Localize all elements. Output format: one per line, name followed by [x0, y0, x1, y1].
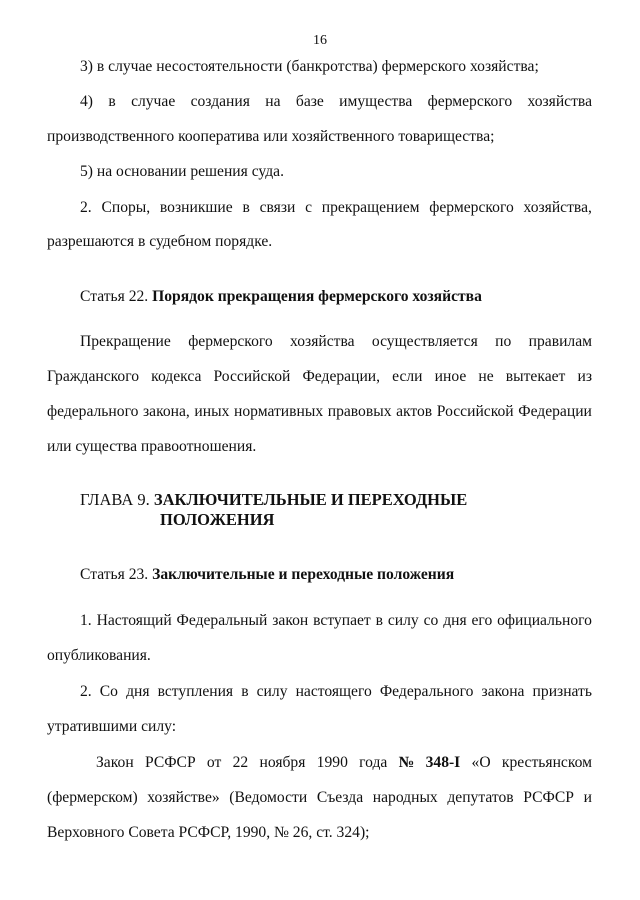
article-23-p1-line-1: [80, 612, 592, 630]
word: хозяйства,: [523, 199, 592, 216]
word: из: [577, 368, 592, 385]
word: осуществляется: [371, 333, 478, 350]
word: 2.: [80, 199, 92, 216]
word: «О: [471, 754, 491, 771]
word: случае: [131, 93, 176, 110]
chapter-9-title-line-1: ЗАКЛЮЧИТЕЛЬНЫЕ И ПЕРЕХОДНЫЕ: [153, 490, 468, 509]
article-23-heading: [80, 566, 454, 584]
word: (Ведомости: [229, 789, 308, 806]
article-23-p2-line-2: утратившими силу:: [47, 718, 177, 735]
word: если: [392, 368, 423, 385]
page-number: 16: [313, 33, 327, 48]
article-22-label: Статья 22.: [80, 288, 149, 305]
paragraph-2-line-2: разрешаются в судебном порядке.: [47, 233, 273, 250]
word: правилам: [528, 333, 592, 350]
word: Российской: [213, 368, 291, 385]
word: правовых: [327, 403, 392, 420]
word: 2.: [80, 683, 92, 700]
word: имущества: [339, 93, 413, 110]
word: Съезда: [316, 789, 364, 806]
article-23-p2-line-1: [80, 683, 592, 701]
word: федерального: [47, 403, 139, 420]
word: актов: [396, 403, 433, 420]
word: со: [423, 612, 439, 629]
law-citation-line-1: [96, 754, 592, 772]
word: народных: [372, 789, 438, 806]
word: иное: [434, 368, 467, 385]
word: фермерского: [188, 333, 273, 350]
word: Федерального: [379, 683, 474, 700]
word: Российской: [436, 403, 514, 420]
word: Закон: [96, 754, 134, 771]
word: в: [242, 199, 250, 216]
word: РСФСР: [523, 789, 574, 806]
word: иных: [194, 403, 230, 420]
word: на: [265, 93, 281, 110]
list-item-5: 5) на основании решения суда.: [80, 163, 285, 180]
word: года: [359, 754, 388, 771]
word: Споры,: [101, 199, 151, 216]
word: дня: [443, 612, 467, 629]
list-item-4-line-2: производственного кооператива или хозяйственного товарищества;: [47, 128, 495, 145]
word: и: [583, 789, 592, 806]
law-citation-line-3: Верховного Совета РСФСР, 1990, № 26, ст. 324);: [47, 824, 370, 841]
list-item-3: 3) в случае несостоятельности (банкротства) фермерского хозяйства;: [80, 58, 539, 75]
word: ноября: [259, 754, 306, 771]
word: кодекса: [151, 368, 202, 385]
word: 4): [80, 93, 93, 110]
word: вступает: [313, 612, 371, 629]
article-23-title: Заключительные и переходные положения: [152, 566, 455, 583]
word: силу: [256, 683, 288, 700]
word: 348-I: [425, 754, 461, 771]
article-22-heading: [80, 288, 482, 306]
word: фермерского: [427, 93, 513, 110]
word: возникшие: [159, 199, 233, 216]
article-23-p1-line-2: опубликования.: [47, 647, 151, 664]
word: по: [495, 333, 512, 350]
paragraph-2-line-1: [80, 199, 592, 217]
word: хозяйства: [527, 93, 592, 110]
word: закон: [272, 612, 309, 629]
article-22-title: Порядок прекращения фермерского хозяйства: [152, 288, 482, 305]
word: хозяйстве»: [147, 789, 220, 806]
word: Гражданского: [47, 368, 140, 385]
word: настоящего: [295, 683, 372, 700]
word: закона,: [142, 403, 190, 420]
word: Федерации,: [302, 368, 381, 385]
word: в: [375, 612, 383, 629]
article-22-line-1: [80, 333, 592, 351]
word: вытекает: [505, 368, 566, 385]
word: базе: [295, 93, 324, 110]
word: закона: [481, 683, 525, 700]
word: создания: [190, 93, 250, 110]
word: хозяйства: [290, 333, 355, 350]
word: Федерации: [518, 403, 592, 420]
word: прекращением: [321, 199, 420, 216]
word: вступления: [157, 683, 234, 700]
word: в: [241, 683, 249, 700]
chapter-9-label: ГЛАВА 9.: [80, 490, 150, 509]
word: депутатов: [447, 789, 514, 806]
word: Федеральный: [176, 612, 268, 629]
word: нормативных: [234, 403, 324, 420]
chapter-9-heading-line-1: [80, 491, 467, 509]
word: дня: [126, 683, 150, 700]
word: (фермерском): [47, 789, 138, 806]
article-22-line-4: или существа правоотношения.: [47, 438, 257, 455]
word: официального: [497, 612, 592, 629]
word: в: [108, 93, 116, 110]
article-22-line-2: [47, 368, 592, 386]
word: 1.: [80, 612, 92, 629]
article-23-label: Статья 23.: [80, 566, 149, 583]
word: не: [478, 368, 494, 385]
word: его: [471, 612, 493, 629]
word: признать: [532, 683, 592, 700]
word: силу: [387, 612, 419, 629]
word: Прекращение: [80, 333, 171, 350]
word: Настоящий: [96, 612, 172, 629]
word: фермерского: [429, 199, 514, 216]
word: связи: [259, 199, 296, 216]
list-item-4-line-1: [80, 93, 592, 111]
word: №: [398, 754, 415, 771]
word: от: [206, 754, 222, 771]
word: 22: [232, 754, 249, 771]
word: крестьянском: [501, 754, 592, 771]
word: РСФСР: [144, 754, 196, 771]
word: Со: [99, 683, 118, 700]
law-citation-line-2: [47, 789, 592, 807]
chapter-9-title-line-2: ПОЛОЖЕНИЯ: [160, 510, 275, 529]
word: 1990: [316, 754, 348, 771]
word: с: [305, 199, 312, 216]
article-22-line-3: [47, 403, 592, 421]
